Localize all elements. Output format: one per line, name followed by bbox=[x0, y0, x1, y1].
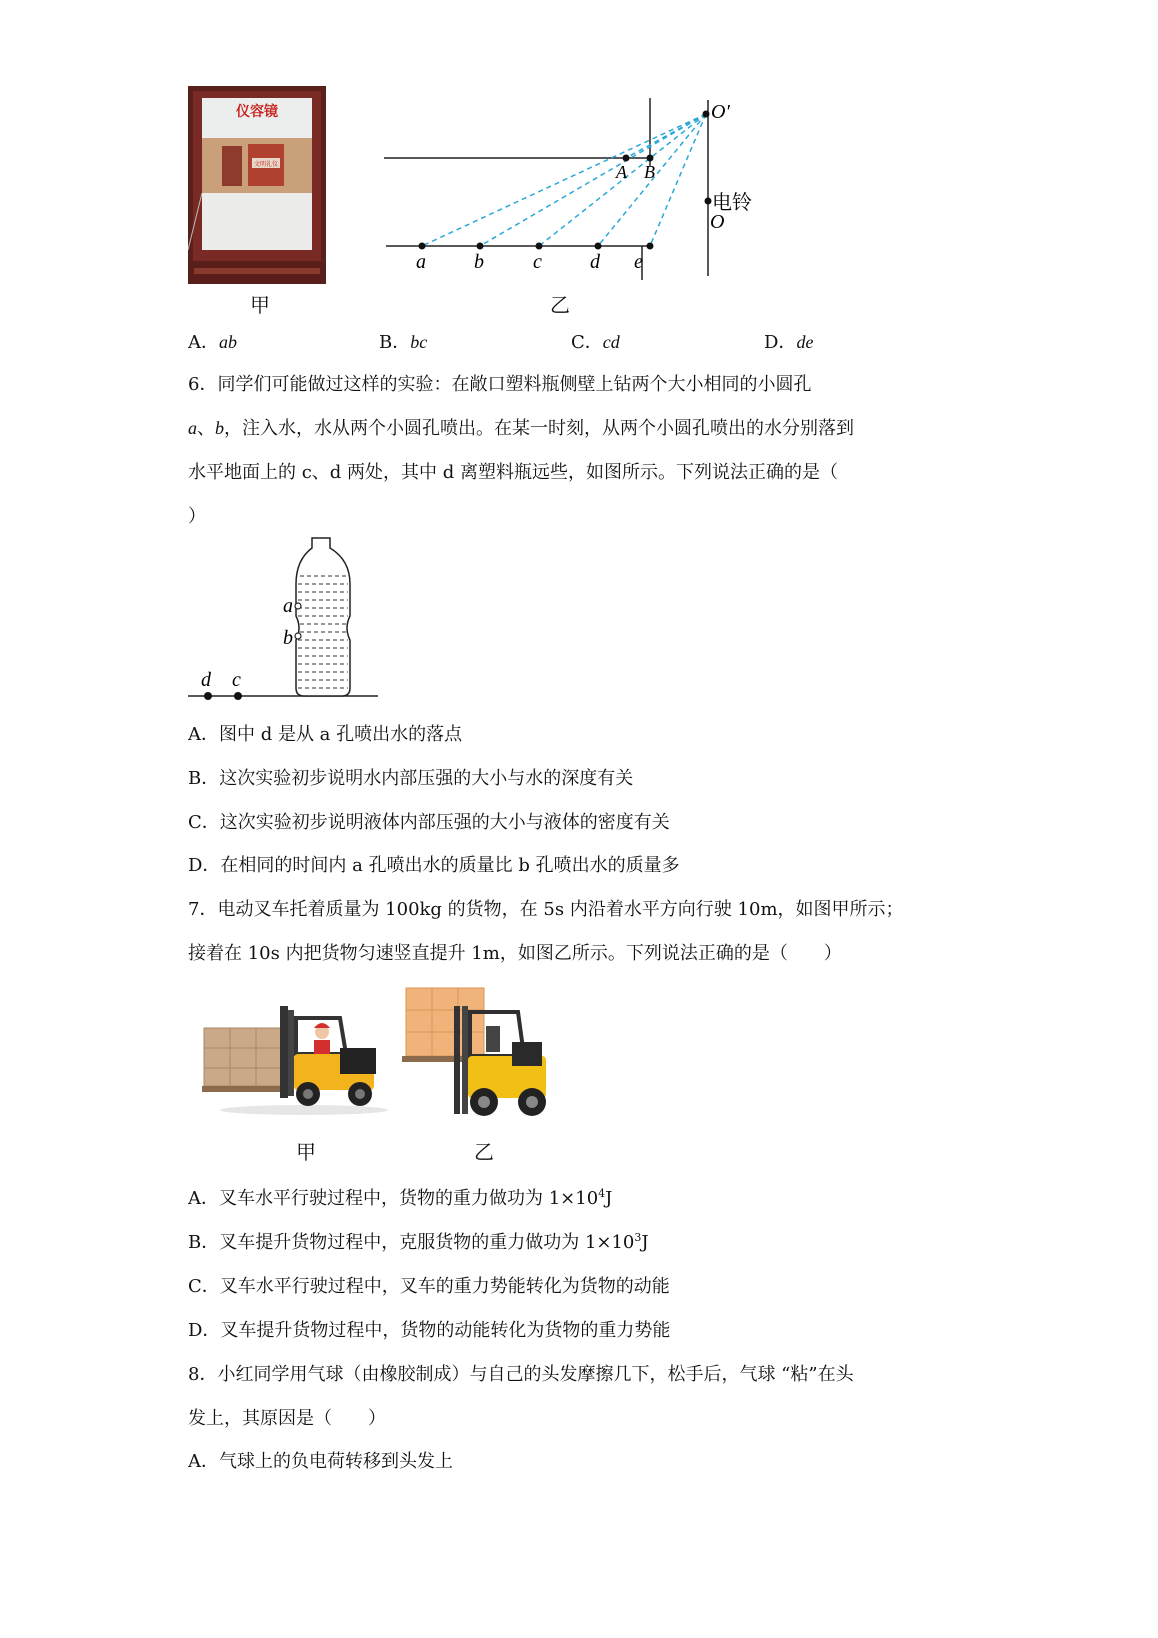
q6-option-b[interactable]: B．这次实验初步说明水内部压强的大小与水的深度有关 bbox=[188, 768, 634, 789]
q5-option-c[interactable]: C．cd bbox=[571, 332, 620, 353]
label-e: e bbox=[634, 251, 643, 273]
label-d: d bbox=[590, 251, 600, 273]
q6-stem-line-4: ） bbox=[188, 506, 206, 527]
q6-stem-line-3: 水平地面上的 c、d 两处，其中 d 离塑料瓶远些，如图所示。下列说法正确的是（ bbox=[188, 462, 839, 483]
mirror-illustration bbox=[188, 86, 326, 284]
hole-label-b: b bbox=[283, 627, 293, 649]
q8-stem-line-2: 发上，其原因是（ ） bbox=[188, 1408, 386, 1429]
q7-option-d[interactable]: D．叉车提升货物过程中，货物的动能转化为货物的重力势能 bbox=[188, 1320, 671, 1341]
label-Oprime: O′ bbox=[711, 101, 730, 123]
ground-label-c: c bbox=[232, 669, 241, 691]
q8-stem-line-1: 8．小红同学用气球（由橡胶制成）与自己的头发摩擦几下，松手后，气球 “粘”在头 bbox=[188, 1364, 854, 1385]
q5-option-b[interactable]: B．bc bbox=[379, 332, 428, 353]
mirror-label: 仪容镜 bbox=[236, 105, 278, 120]
label-A: A bbox=[616, 162, 627, 182]
label-bell: 电铃 bbox=[712, 190, 752, 214]
q7-option-c[interactable]: C．叉车水平行驶过程中，叉车的重力势能转化为货物的动能 bbox=[188, 1276, 670, 1297]
figure-yi-caption: 乙 bbox=[550, 293, 570, 317]
q7-option-a[interactable]: A．叉车水平行驶过程中，货物的重力做功为 $1\times 10^4J$ bbox=[188, 1187, 613, 1209]
q6-option-d[interactable]: D．在相同的时间内 a 孔喷出水的质量比 b 孔喷出水的质量多 bbox=[188, 855, 680, 876]
forklift-yi-image bbox=[400, 986, 550, 1124]
q7-stem-line-2: 接着在 10s 内把货物匀速竖直提升 1m，如图乙所示。下列说法正确的是（ ） bbox=[188, 943, 842, 964]
q7-option-b[interactable]: B．叉车提升货物过程中，克服货物的重力做功为 $1\times 10^3J$ bbox=[188, 1231, 649, 1253]
label-b: b bbox=[474, 251, 484, 273]
q6-bottle-figure bbox=[186, 536, 386, 702]
q6-option-c[interactable]: C．这次实验初步说明液体内部压强的大小与液体的密度有关 bbox=[188, 812, 670, 833]
label-O: O bbox=[710, 211, 725, 233]
mirror-poster-text: 文明礼仪 bbox=[253, 162, 279, 168]
label-c: c bbox=[533, 251, 542, 273]
figure-jia-mirror bbox=[188, 86, 326, 284]
ground-label-d: d bbox=[201, 669, 211, 691]
forklift-jia-caption: 甲 bbox=[296, 1140, 316, 1164]
q7-stem-line-1: 7．电动叉车托着质量为 100kg 的货物，在 5s 内沿着水平方向行驶 10m，如图甲所示； bbox=[188, 899, 904, 920]
q5-option-d[interactable]: D．de bbox=[764, 332, 814, 353]
hole-label-a: a bbox=[283, 595, 293, 617]
forklift-jia-image bbox=[200, 998, 388, 1118]
label-B: B bbox=[644, 162, 655, 182]
figure-jia-caption: 甲 bbox=[250, 293, 270, 317]
q6-stem-line-1: 6．同学们可能做过这样的实验：在敞口塑料瓶侧壁上钻两个大小相同的小圆孔 bbox=[188, 374, 812, 395]
forklift-yi-illustration bbox=[400, 986, 550, 1124]
q6-stem-line-2: a、b，注入水，水从两个小圆孔喷出。在某一时刻，从两个小圆孔喷出的水分别落到 bbox=[188, 418, 854, 439]
q6-option-a[interactable]: A．图中 d 是从 a 孔喷出水的落点 bbox=[188, 724, 463, 745]
reflection-diagram bbox=[380, 94, 780, 280]
figure-yi-diagram bbox=[380, 94, 780, 280]
label-a: a bbox=[416, 251, 426, 273]
q8-option-a[interactable]: A．气球上的负电荷转移到头发上 bbox=[188, 1451, 453, 1472]
bottle-diagram bbox=[186, 536, 386, 702]
forklift-yi-caption: 乙 bbox=[474, 1140, 494, 1164]
q5-option-a[interactable]: A．ab bbox=[188, 332, 237, 353]
forklift-jia-illustration bbox=[200, 998, 388, 1118]
